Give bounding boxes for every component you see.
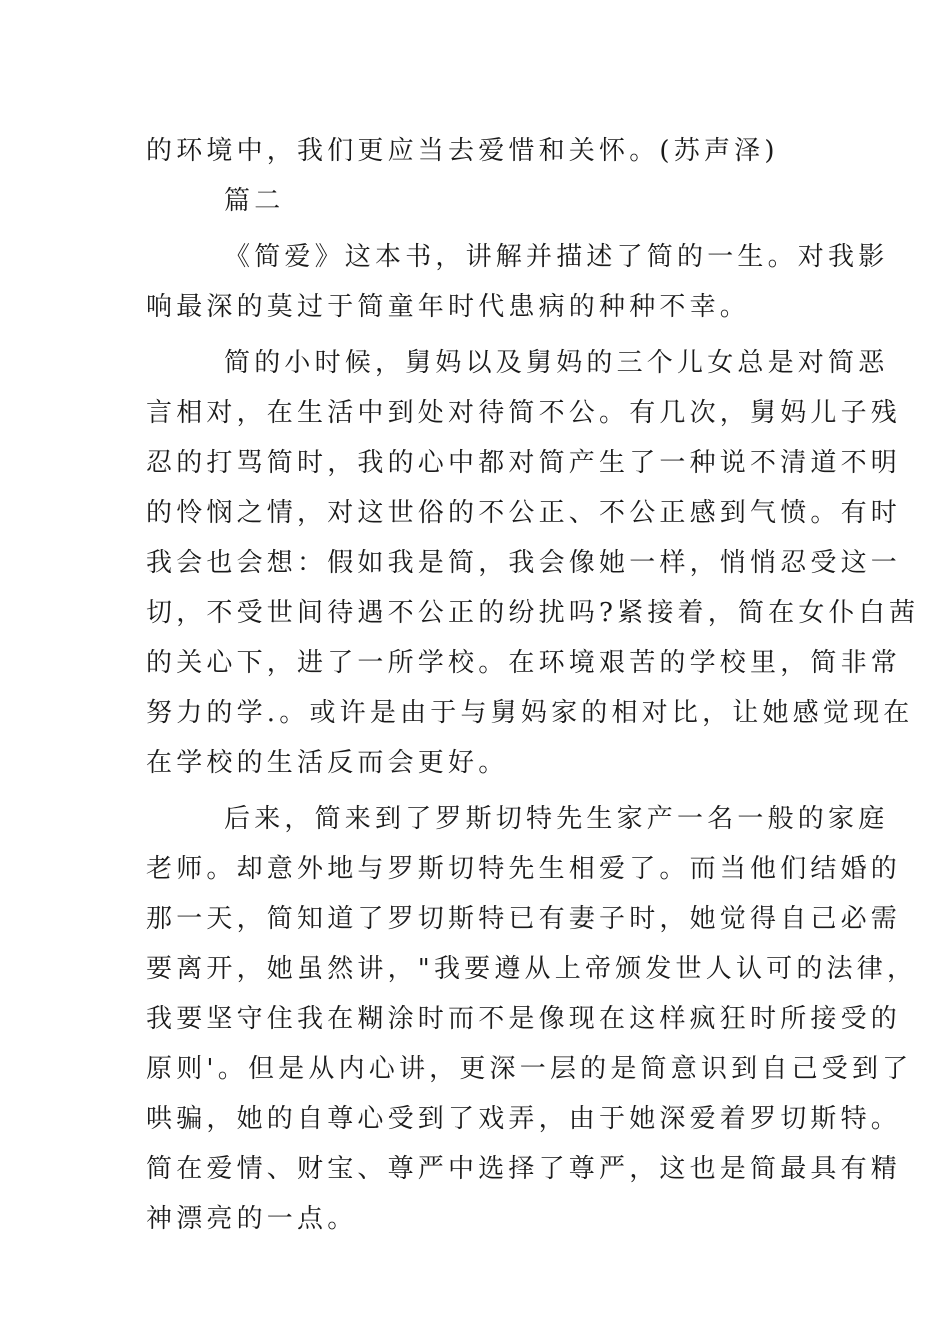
- text-line: 后来，简来到了罗斯切特先生家产一名一般的家庭: [224, 804, 889, 834]
- text-line: 要离开，她虽然讲，"我要遵从上帝颁发世人认可的法律，: [146, 954, 918, 984]
- text-line: 我要坚守住我在糊涂时而不是像现在这样疯狂时所接受的: [146, 1004, 902, 1034]
- text-line: 简在爱情、财宝、尊严中选择了尊严，这也是简最具有精: [146, 1154, 902, 1184]
- text-line: 简的小时候，舅妈以及舅妈的三个儿女总是对简恶: [224, 348, 889, 378]
- text-line: 我会也会想：假如我是简，我会像她一样，悄悄忍受这一: [146, 548, 902, 578]
- text-line: 忍的打骂简时，我的心中都对简产生了一种说不清道不明: [146, 448, 902, 478]
- text-line: 神漂亮的一点。: [146, 1204, 358, 1234]
- text-line: 《简爱》这本书，讲解并描述了简的一生。对我影: [224, 242, 889, 272]
- document-body: [146, 126, 920, 1244]
- text-line: 原则'。但是从内心讲，更深一层的是简意识到自己受到了: [146, 1054, 913, 1084]
- text-line: 的关心下，进了一所学校。在环境艰苦的学校里，简非常: [146, 648, 902, 678]
- section-heading: 篇二: [224, 186, 285, 216]
- text-line: 切，不受世间待遇不公正的纷扰吗?紧接着，简在女仆白茜: [146, 598, 920, 628]
- text-line: 那一天，简知道了罗切斯特已有妻子时，她觉得自己必需: [146, 904, 902, 934]
- text-line: 努力的学.。或许是由于与舅妈家的相对比，让她感觉现在: [146, 698, 914, 728]
- text-line: 的环境中，我们更应当去爱惜和关怀。(苏声泽): [146, 136, 779, 166]
- text-line: 老师。却意外地与罗斯切特先生相爱了。而当他们结婚的: [146, 854, 902, 884]
- text-line: 的怜悯之情，对这世俗的不公正、不公正感到气愤。有时: [146, 498, 902, 528]
- text-line: 言相对，在生活中到处对待简不公。有几次，舅妈儿子残: [146, 398, 902, 428]
- text-line: 在学校的生活反而会更好。: [146, 748, 509, 778]
- text-line: 哄骗，她的自尊心受到了戏弄，由于她深爱着罗切斯特。: [146, 1104, 902, 1134]
- text-line: 响最深的莫过于简童年时代患病的种种不幸。: [146, 292, 751, 322]
